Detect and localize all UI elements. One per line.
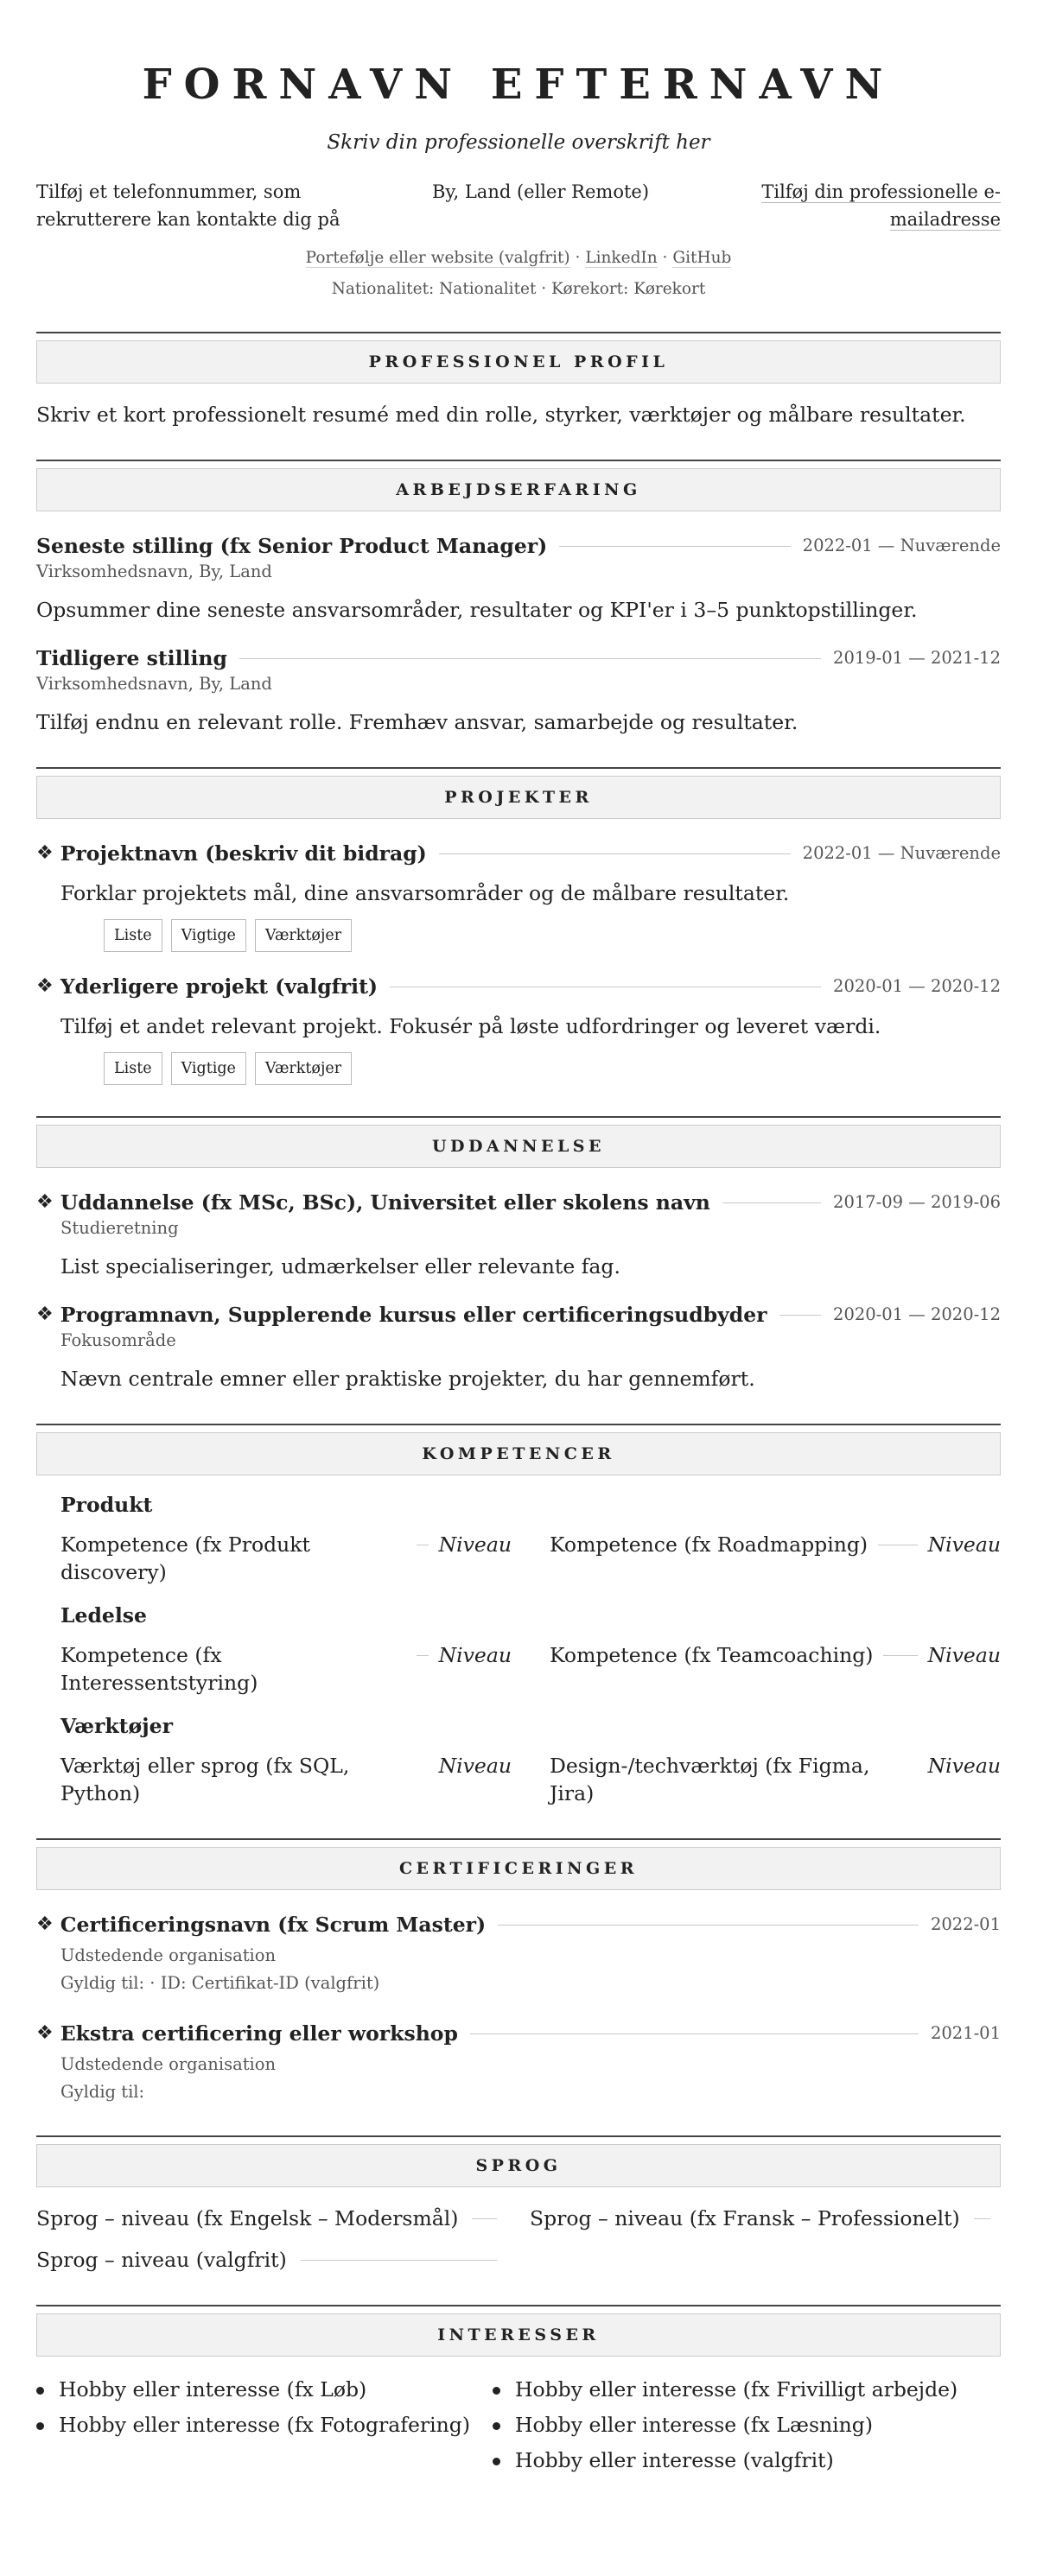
- skill-name: Kompetence (fx Interessentstyring): [60, 1643, 258, 1695]
- project-title: Yderligere projekt (valgfrit): [60, 974, 379, 999]
- project-entry: [36, 973, 1001, 1085]
- leader-line: [779, 1315, 821, 1316]
- section-profile: [36, 332, 1001, 428]
- email-link[interactable]: [741, 178, 1001, 233]
- skill-category: Værktøjer: [60, 1714, 174, 1738]
- skill-group: [36, 1602, 1001, 1697]
- section-title: PROJEKTER: [36, 776, 1001, 819]
- skill-level: Niveau: [438, 1754, 512, 1778]
- interest-item: Hobby eller interesse (fx Fotografering): [36, 2408, 493, 2443]
- skill-level: Niveau: [438, 1643, 512, 1667]
- skill-name: Kompetence (fx Produkt discovery): [60, 1532, 310, 1584]
- skill-category: Produkt: [60, 1493, 153, 1517]
- section-languages: [36, 2135, 1001, 2274]
- leader-line: [239, 658, 821, 659]
- certification-title: Certificeringsnavn (fx Scrum Master): [60, 1913, 487, 1937]
- project-date: 2022-01 — Nuværende: [802, 843, 1001, 863]
- skill-item: [550, 1641, 1001, 1697]
- section-title: UDDANNELSE: [36, 1125, 1001, 1168]
- tag: Vigtige: [171, 1052, 246, 1085]
- experience-entry: [36, 644, 1001, 736]
- leader-line: [722, 1202, 821, 1203]
- nationality-license: Nationalitet: Nationalitet · Kørekort: Kørekort: [331, 280, 706, 298]
- experience-entry: [36, 532, 1001, 624]
- leader-line: [498, 1925, 919, 1926]
- certification-date: 2021-01: [930, 2023, 1001, 2043]
- tag: Liste: [104, 919, 162, 952]
- candidate-name: FORNAVN EFTERNAVN: [142, 60, 895, 109]
- skill-name: Kompetence (fx Roadmapping): [550, 1532, 868, 1557]
- interest-item: Hobby eller interesse (fx Løb): [36, 2372, 493, 2408]
- company: Virksomhedsnavn, By, Land: [36, 562, 272, 581]
- skill-item: [60, 1752, 512, 1807]
- contact-row: [36, 178, 1001, 233]
- phone-text: Tilføj et telefonnummer, som rekrutterere kan kontakte dig på: [36, 181, 340, 230]
- education-date: 2020-01 — 2020-12: [833, 1304, 1001, 1324]
- professional-headline: Skriv din professionelle overskrift her: [327, 131, 710, 154]
- skill-item: [60, 1641, 512, 1697]
- interests-list: [493, 2372, 968, 2478]
- leader-line: [301, 2260, 497, 2261]
- leader-line: [559, 546, 790, 547]
- leader-line: [439, 853, 791, 854]
- job-date: 2019-01 — 2021-12: [833, 648, 1001, 668]
- issuer: Udstedende organisation: [60, 2054, 277, 2074]
- interests-list: [36, 2372, 493, 2478]
- project-tags: [36, 1052, 1001, 1085]
- project-title: Projektnavn (beskriv dit bidrag): [60, 841, 427, 866]
- section-title: CERTIFICERINGER: [36, 1847, 1001, 1890]
- education-date: 2017-09 — 2019-06: [833, 1192, 1001, 1212]
- language-item: [530, 2205, 1001, 2232]
- diamond-bullet-icon: ❖: [36, 842, 54, 864]
- job-date: 2022-01 — Nuværende: [802, 536, 1001, 555]
- section-skills: [36, 1424, 1001, 1807]
- project-date: 2020-01 — 2020-12: [833, 976, 1001, 996]
- profile-summary: Skriv et kort professionelt resumé med din rolle, styrker, værktøjer og målbare resultater.: [36, 403, 966, 427]
- section-interests: [36, 2305, 1001, 2478]
- leader-line: [974, 2218, 990, 2219]
- tag: Vigtige: [171, 919, 246, 952]
- section-projects: [36, 767, 1001, 1085]
- github-link[interactable]: GitHub: [672, 249, 732, 267]
- education-entry: [36, 1301, 1001, 1393]
- section-title: SPROG: [36, 2144, 1001, 2187]
- link-separator: ·: [575, 249, 581, 267]
- company: Virksomhedsnavn, By, Land: [36, 674, 272, 694]
- project-description: Tilføj et andet relevant projekt. Fokusér på løste udfordringer og leveret værdi.: [60, 1014, 881, 1038]
- skill-category: Ledelse: [60, 1603, 147, 1627]
- skill-level: Niveau: [927, 1532, 1001, 1557]
- language-item: [36, 2205, 507, 2232]
- leader-line: [883, 1655, 917, 1656]
- location-text: By, Land (eller Remote): [432, 181, 650, 202]
- skill-group: [36, 1712, 1001, 1807]
- job-description: Opsummer dine seneste ansvarsområder, resultater og KPI'er i 3–5 punktopstillinger.: [36, 598, 918, 622]
- skill-name: Værktøj eller sprog (fx SQL, Python): [60, 1754, 350, 1805]
- linkedin-link[interactable]: LinkedIn: [585, 249, 658, 267]
- interest-item: Hobby eller interesse (valgfrit): [493, 2443, 968, 2478]
- tag: Liste: [104, 1052, 162, 1085]
- job-description: Tilføj endnu en relevant rolle. Fremhæv ansvar, samarbejde og resultater.: [36, 710, 798, 734]
- leader-line: [888, 1766, 918, 1767]
- degree-title: Programnavn, Supplerende kursus eller certificeringsudbyder: [60, 1303, 767, 1327]
- leader-line: [365, 1766, 429, 1767]
- education-description: Nævn centrale emner eller praktiske projekter, du har gennemført.: [60, 1367, 755, 1391]
- section-title: KOMPETENCER: [36, 1432, 1001, 1475]
- skill-item: [550, 1752, 1001, 1807]
- skill-level: Niveau: [438, 1532, 512, 1557]
- skill-name: Kompetence (fx Teamcoaching): [550, 1643, 874, 1667]
- job-title: Tidligere stilling: [36, 646, 227, 670]
- skill-level: Niveau: [927, 1754, 1001, 1778]
- validity: Gyldig til:: [60, 2082, 145, 2102]
- certification-entry: [36, 2020, 1001, 2104]
- skill-name: Design-/techværktøj (fx Figma, Jira): [550, 1754, 870, 1805]
- section-education: [36, 1116, 1001, 1393]
- language-text: Sprog – niveau (fx Engelsk – Modersmål): [36, 2206, 459, 2230]
- diamond-bullet-icon: ❖: [36, 1191, 54, 1213]
- project-tags: [36, 919, 1001, 952]
- language-text: Sprog – niveau (valgfrit): [36, 2248, 287, 2272]
- field-of-study: Studieretning: [60, 1218, 179, 1238]
- diamond-bullet-icon: ❖: [36, 975, 54, 997]
- skill-item: [60, 1531, 512, 1586]
- link-separator: ·: [662, 249, 668, 267]
- diamond-bullet-icon: ❖: [36, 1304, 54, 1325]
- interest-item: Hobby eller interesse (fx Frivilligt arbejde): [493, 2372, 968, 2408]
- section-certifications: [36, 1838, 1001, 2104]
- section-experience: [36, 460, 1001, 736]
- leader-line: [417, 1655, 429, 1656]
- validity: Gyldig til: · ID: Certifikat-ID (valgfrit): [60, 1973, 380, 1993]
- education-entry: [36, 1189, 1001, 1280]
- certification-date: 2022-01: [930, 1914, 1001, 1934]
- skill-level: Niveau: [927, 1643, 1001, 1667]
- language-text: Sprog – niveau (fx Fransk – Professionelt): [530, 2206, 960, 2230]
- profile-links: [36, 247, 1001, 270]
- skill-group: [36, 1491, 1001, 1586]
- certification-entry: [36, 1911, 1001, 1995]
- tag: Værktøjer: [255, 919, 352, 952]
- section-title: PROFESSIONEL PROFIL: [36, 340, 1001, 384]
- issuer: Udstedende organisation: [60, 1945, 277, 1965]
- job-title: Seneste stilling (fx Senior Product Manager): [36, 534, 548, 558]
- diamond-bullet-icon: ❖: [36, 1913, 54, 1935]
- interest-item: Hobby eller interesse (fx Læsning): [493, 2408, 968, 2443]
- section-title: ARBEJDSERFARING: [36, 468, 1001, 511]
- skill-item: [550, 1531, 1001, 1586]
- section-title: INTERESSER: [36, 2313, 1001, 2357]
- language-item: [36, 2246, 507, 2274]
- diamond-bullet-icon: ❖: [36, 2022, 54, 2044]
- education-description: List specialiseringer, udmærkelser eller relevante fag.: [60, 1254, 620, 1278]
- degree-title: Uddannelse (fx MSc, BSc), Universitet eller skolens navn: [60, 1190, 710, 1215]
- field-of-study: Fokusområde: [60, 1330, 176, 1350]
- leader-line: [472, 2218, 497, 2219]
- project-entry: [36, 840, 1001, 952]
- portfolio-link[interactable]: Portefølje eller website (valgfrit): [305, 249, 570, 267]
- email-text[interactable]: Tilføj din professionelle e-mailadresse: [761, 181, 1001, 230]
- project-description: Forklar projektets mål, dine ansvarsområder og de målbare resultater.: [60, 881, 790, 905]
- tag: Værktøjer: [255, 1052, 352, 1085]
- certification-title: Ekstra certificering eller workshop: [60, 2021, 458, 2046]
